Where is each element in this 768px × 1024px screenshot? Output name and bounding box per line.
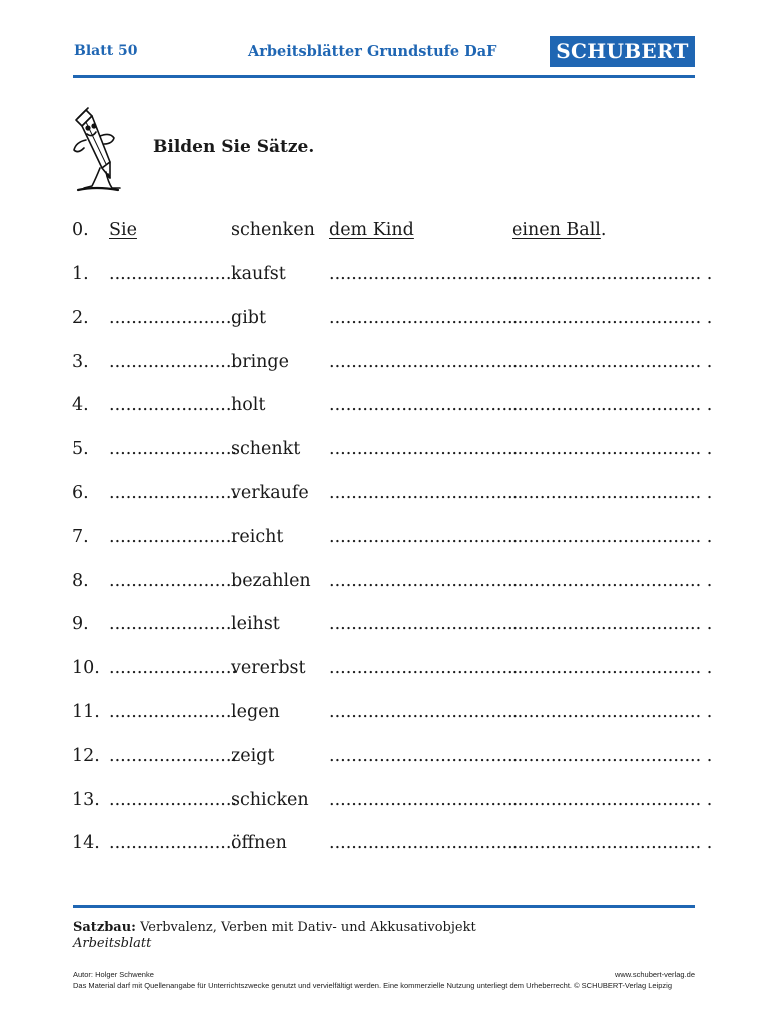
exercise-verb: holt	[231, 395, 266, 416]
exercise-verb: verkaufe	[231, 483, 309, 503]
exercise-row	[0, 308, 768, 338]
header-divider	[73, 75, 695, 78]
footer-topic-label: Satzbau:	[73, 920, 136, 935]
footer-topic-text: Verbvalenz, Verben mit Dativ- und Akkusativobjekt	[140, 920, 476, 935]
subject-blank[interactable]: .......................	[109, 745, 237, 766]
exercise-row	[0, 352, 768, 382]
accusative-blank[interactable]: .................................. .	[512, 614, 713, 635]
exercise-number: 2.	[72, 307, 89, 328]
exercise-row	[0, 833, 768, 863]
dative-blank[interactable]: ..................................	[329, 702, 519, 722]
exercise-number: 13.	[72, 789, 100, 810]
accusative-blank[interactable]: .................................. .	[512, 789, 713, 810]
dative-blank[interactable]: ..................................	[329, 483, 519, 503]
example-period: .	[600, 220, 607, 240]
exercise-verb: vererbst	[231, 658, 306, 679]
accusative-blank[interactable]: .................................. .	[512, 351, 713, 372]
dative-blank[interactable]: ..................................	[329, 307, 519, 328]
dative-blank[interactable]: ..................................	[329, 789, 519, 810]
footer-divider	[73, 905, 695, 908]
exercise-row	[0, 439, 768, 469]
exercise-verb: bezahlen	[231, 570, 311, 591]
exercise-number: 14.	[72, 833, 100, 854]
dative-blank[interactable]: ..................................	[329, 833, 519, 854]
exercise-row	[0, 264, 768, 294]
exercise-row	[0, 571, 768, 601]
exercise-number: 11.	[72, 702, 100, 722]
dative-blank[interactable]: ..................................	[329, 745, 519, 766]
exercise-verb: zeigt	[231, 745, 275, 766]
exercise-number: 3.	[72, 351, 89, 372]
footer-author: Autor: Holger Schwenke	[73, 970, 154, 979]
subject-blank[interactable]: .......................	[109, 264, 237, 284]
example-accusative: einen Ball	[512, 220, 601, 240]
example-number: 0.	[72, 220, 89, 240]
subject-blank[interactable]: .......................	[109, 702, 237, 722]
exercise-row	[0, 483, 768, 513]
subject-blank[interactable]: .......................	[109, 614, 237, 635]
subject-blank[interactable]: .......................	[109, 526, 237, 547]
accusative-blank[interactable]: .................................. .	[512, 439, 713, 460]
dative-blank[interactable]: ..................................	[329, 614, 519, 635]
exercise-verb: kaufst	[231, 264, 286, 284]
dative-blank[interactable]: ..................................	[329, 351, 519, 372]
subject-blank[interactable]: .......................	[109, 439, 237, 460]
exercise-number: 12.	[72, 745, 100, 766]
example-subject: Sie	[109, 220, 137, 240]
accusative-blank[interactable]: .................................. .	[512, 526, 713, 547]
footer-url[interactable]: www.schubert-verlag.de	[614, 970, 695, 979]
instruction-heading: Bilden Sie Sätze.	[153, 137, 315, 157]
series-title: Arbeitsblätter Grundstufe DaF	[248, 43, 497, 60]
accusative-blank[interactable]: .................................. .	[512, 264, 713, 284]
exercise-row	[0, 746, 768, 776]
accusative-blank[interactable]: .................................. .	[512, 745, 713, 766]
dative-blank[interactable]: ..................................	[329, 395, 519, 416]
subject-blank[interactable]: .......................	[109, 833, 237, 854]
exercise-row	[0, 614, 768, 644]
subject-blank[interactable]: .......................	[109, 483, 237, 503]
exercise-verb: leihst	[231, 614, 280, 635]
accusative-blank[interactable]: .................................. .	[512, 702, 713, 722]
exercise-number: 4.	[72, 395, 89, 416]
subject-blank[interactable]: .......................	[109, 789, 237, 810]
dative-blank[interactable]: ..................................	[329, 658, 519, 679]
footer-sheet-type: Arbeitsblatt	[73, 936, 152, 951]
example-dative: dem Kind	[329, 220, 414, 240]
exercise-verb: reicht	[231, 526, 284, 547]
exercise-number: 5.	[72, 439, 89, 460]
exercise-number: 7.	[72, 526, 89, 547]
example-verb: schenken	[231, 220, 315, 240]
subject-blank[interactable]: .......................	[109, 570, 237, 591]
exercise-number: 6.	[72, 483, 89, 503]
accusative-blank[interactable]: .................................. .	[512, 570, 713, 591]
exercise-verb: legen	[231, 702, 280, 722]
exercise-verb: bringe	[231, 351, 289, 372]
accusative-blank[interactable]: .................................. .	[512, 483, 713, 503]
exercise-verb: schicken	[231, 789, 309, 810]
example-row	[0, 220, 768, 250]
example-accusative-wrap	[512, 220, 606, 240]
subject-blank[interactable]: .......................	[109, 351, 237, 372]
accusative-blank[interactable]: .................................. .	[512, 658, 713, 679]
exercise-row	[0, 395, 768, 425]
exercise-number: 8.	[72, 570, 89, 591]
exercise-row	[0, 790, 768, 820]
dative-blank[interactable]: ..................................	[329, 439, 519, 460]
exercise-number: 1.	[72, 264, 89, 284]
exercise-row	[0, 527, 768, 557]
exercise-number: 9.	[72, 614, 89, 635]
footer-topic	[73, 920, 476, 935]
subject-blank[interactable]: .......................	[109, 658, 237, 679]
pencil-icon	[66, 106, 126, 194]
accusative-blank[interactable]: .................................. .	[512, 395, 713, 416]
dative-blank[interactable]: ..................................	[329, 526, 519, 547]
exercise-number: 10.	[72, 658, 100, 679]
exercise-row	[0, 702, 768, 732]
exercise-verb: schenkt	[231, 439, 301, 460]
dative-blank[interactable]: ..................................	[329, 570, 519, 591]
accusative-blank[interactable]: .................................. .	[512, 833, 713, 854]
brand-logo: SCHUBERT	[550, 36, 695, 67]
sheet-number: Blatt 50	[74, 43, 138, 59]
subject-blank[interactable]: .......................	[109, 307, 237, 328]
dative-blank[interactable]: ..................................	[329, 264, 519, 284]
exercise-row	[0, 658, 768, 688]
exercise-verb: gibt	[231, 307, 267, 328]
footer-legal: Das Material darf mit Quellenangabe für Unterrichtszwecke genutzt und vervielfältigt werden. Eine kommerzielle Nutzung unterliegt dem Urheberrecht. © SCHUBERT-Verlag Leipzig	[73, 981, 672, 990]
exercise-verb: öffnen	[231, 833, 287, 854]
subject-blank[interactable]: .......................	[109, 395, 237, 416]
accusative-blank[interactable]: .................................. .	[512, 307, 713, 328]
